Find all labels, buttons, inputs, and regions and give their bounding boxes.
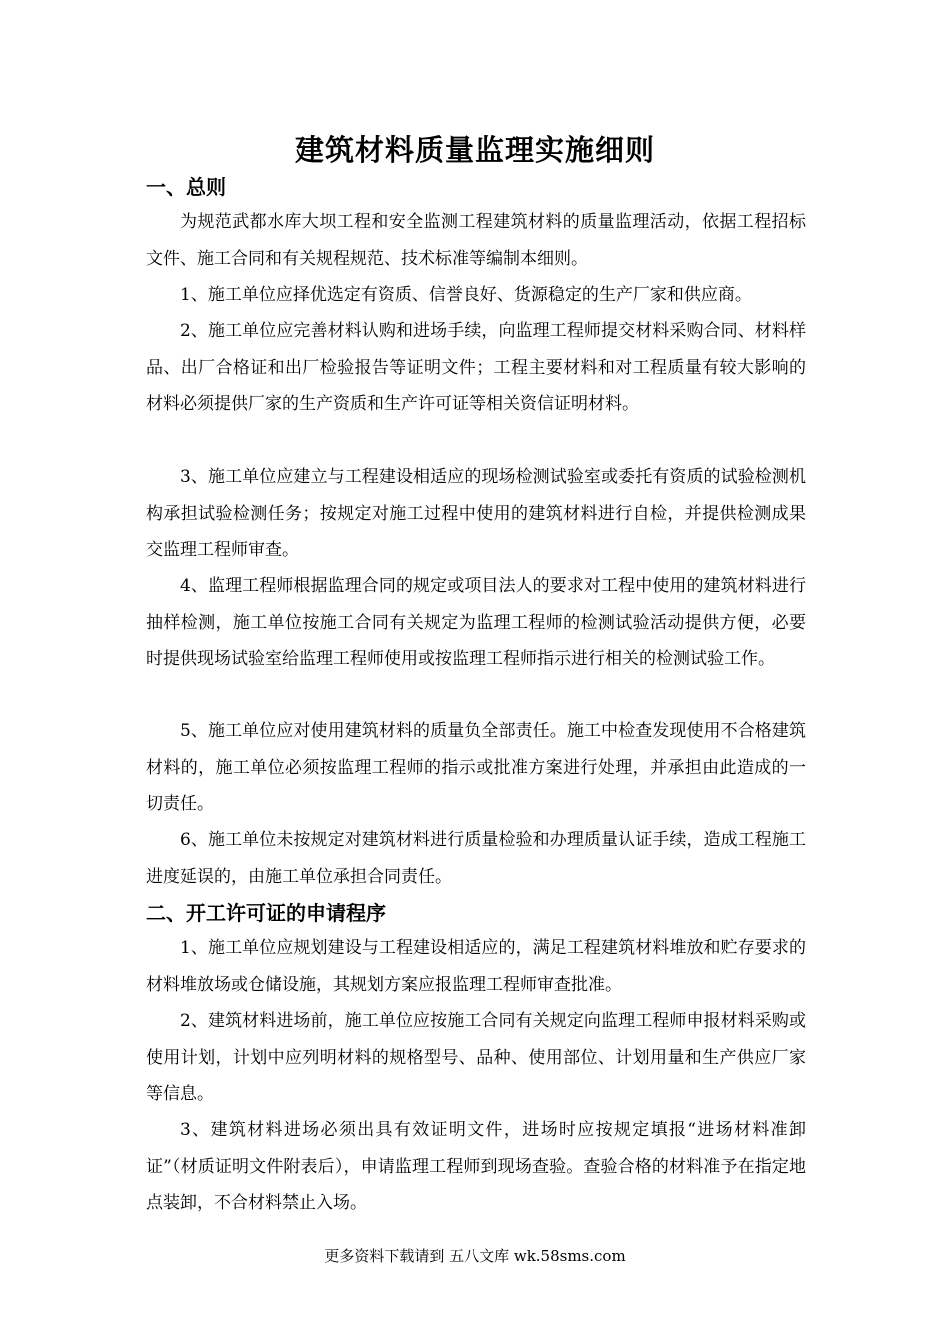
paragraph-item-3: 3、施工单位应建立与工程建设相适应的现场检测试验室或委托有资质的试验检测机构承担试验检测任务；按规定对施工过程中使用的建筑材料进行自检，并提供检测成果交监理工程师审查。: [146, 467, 806, 560]
section-heading-general: 一、总则: [146, 175, 226, 199]
paragraph-permit-item-1: 1、施工单位应规划建设与工程建设相适应的，满足工程建筑材料堆放和贮存要求的材料堆放场或仓储设施，其规划方案应报监理工程师审查批准。: [146, 938, 806, 995]
document-title: 建筑材料质量监理实施细则: [294, 133, 655, 167]
paragraph-intro: 为规范武都水库大坝工程和安全监测工程建筑材料的质量监理活动，依据工程招标文件、施工合同和有关规程规范、技术标准等编制本细则。: [146, 212, 806, 269]
paragraph-permit-item-2: 2、建筑材料进场前，施工单位应按施工合同有关规定向监理工程师申报材料采购或使用计划，计划中应列明材料的规格型号、品种、使用部位、计划用量和生产供应厂家等信息。: [146, 1011, 806, 1104]
paragraph-permit-item-3: 3、建筑材料进场必须出具有效证明文件，进场时应按规定填报“进场材料准卸证”（材质证明文件附表后），申请监理工程师到现场查验。查验合格的材料准予在指定地点装卸，不合材料禁止入场。: [146, 1120, 806, 1213]
paragraph-item-4: 4、监理工程师根据监理合同的规定或项目法人的要求对工程中使用的建筑材料进行抽样检测，施工单位按施工合同有关规定为监理工程师的检测试验活动提供方便，必要时提供现场试验室给监理工程师使用或按监理工程师指示进行相关的检测试验工作。: [146, 576, 806, 669]
paragraph-item-2: 2、施工单位应完善材料认购和进场手续，向监理工程师提交材料采购合同、材料样品、出厂合格证和出厂检验报告等证明文件；工程主要材料和对工程质量有较大影响的材料必须提供厂家的生产资质和生产许可证等相关资信证明材料。: [146, 321, 806, 414]
page-footer: 更多资料下载请到 五八文库 wk.58sms.com: [324, 1247, 626, 1265]
paragraph-item-6: 6、施工单位未按规定对建筑材料进行质量检验和办理质量认证手续，造成工程施工进度延误的，由施工单位承担合同责任。: [146, 830, 806, 887]
paragraph-item-5: 5、施工单位应对使用建筑材料的质量负全部责任。施工中检查发现使用不合格建筑材料的，施工单位必须按监理工程师的指示或批准方案进行处理，并承担由此造成的一切责任。: [146, 721, 806, 814]
section-heading-permit-procedure: 二、开工许可证的申请程序: [146, 901, 386, 925]
paragraph-item-1: 1、施工单位应择优选定有资质、信誉良好、货源稳定的生产厂家和供应商。: [180, 285, 752, 305]
